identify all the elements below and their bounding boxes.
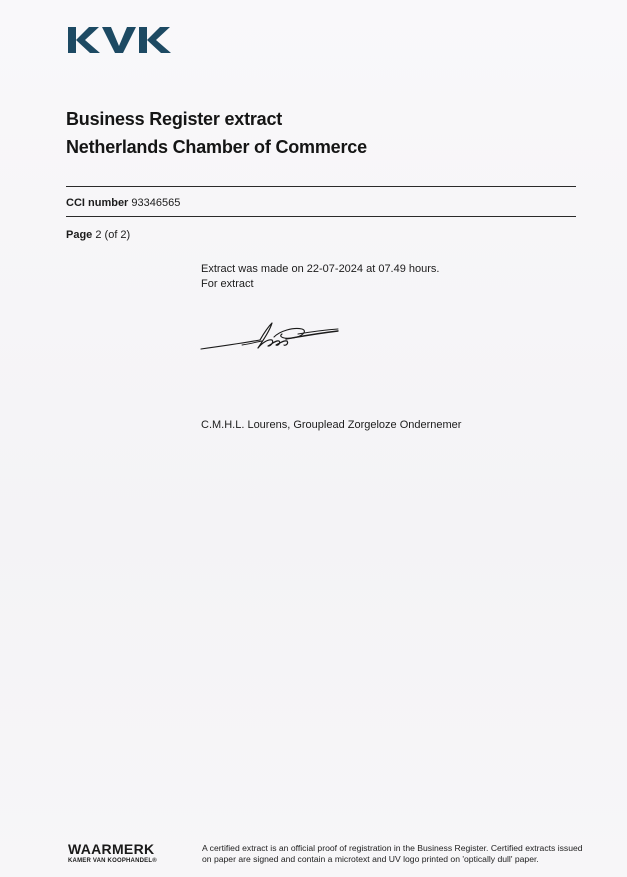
- handwritten-signature: [198, 315, 343, 360]
- document-subtitle: Netherlands Chamber of Commerce: [66, 137, 367, 157]
- waarmerk-logo: [68, 842, 157, 865]
- kvk-logo: [68, 24, 172, 56]
- cci-value: 93346565: [131, 197, 181, 209]
- signatory-name: C.M.H.L. Lourens, Grouplead Zorgeloze Ondernemer: [201, 419, 462, 431]
- waarmerk-subtitle: KAMER VAN KOOPHANDEL®: [68, 858, 157, 864]
- for-extract: For extract: [201, 278, 254, 290]
- page-value: 2 (of 2): [95, 229, 131, 241]
- divider-top: [66, 186, 576, 187]
- extract-date: Extract was made on 22-07-2024 at 07.49 hours.: [201, 263, 440, 275]
- document-title: Business Register extract: [66, 109, 283, 129]
- cci-label: CCI number: [66, 197, 129, 209]
- waarmerk-title: WAARMERK: [68, 841, 155, 857]
- cci-number: [66, 197, 180, 209]
- page-number: [66, 229, 130, 241]
- certification-note: A certified extract is an official proof of registration in the Business Register. Certified extracts issued on paper are signed and contain a microtext and UV logo printed on 'optically dull' paper.: [202, 843, 583, 864]
- page-label: Page: [66, 229, 93, 241]
- divider-bottom: [66, 216, 576, 217]
